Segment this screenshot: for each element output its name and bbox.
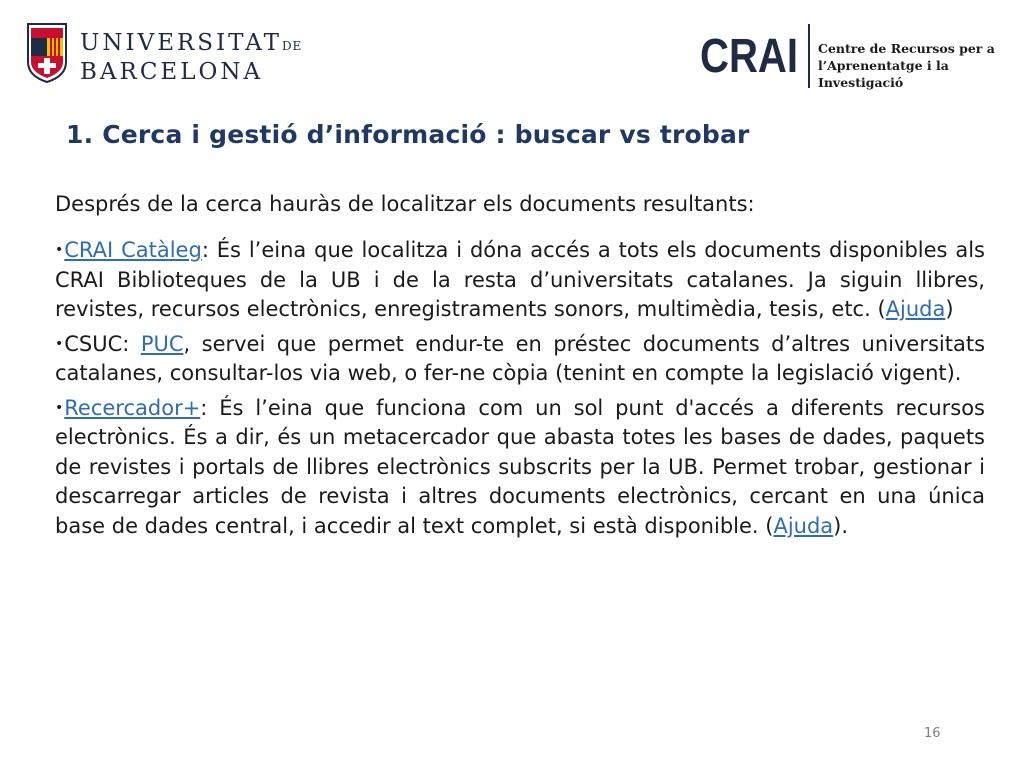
bullet-marker: • — [55, 399, 64, 416]
crai-cataleg-help-link[interactable]: Ajuda — [885, 297, 946, 321]
crai-cataleg-link[interactable]: CRAI Catàleg — [64, 238, 202, 262]
university-name-line2: BARCELONA — [80, 59, 264, 85]
slide-title: 1. Cerca i gestió d’informació : buscar vs trobar — [66, 120, 750, 149]
crai-logo-text: CRAI — [700, 30, 798, 83]
crai-cataleg-description: : És l’eina que localitza i dóna accés a tots els documents disponibles als CRAI Biblioteques de la UB i de la resta d’universitats catalanes. Ja siguin llibres, revistes, recursos electrònics, enregistraments sonors, multimèdia, tesis, etc. ( — [55, 238, 985, 321]
crai-subtitle — [818, 40, 1018, 91]
university-name-de: DE — [281, 39, 303, 53]
crai-subtitle-line2: l’Aprenentatge i la Investigació — [818, 58, 949, 90]
bullet-marker: • — [55, 242, 64, 258]
recercador-help-link[interactable]: Ajuda — [773, 513, 834, 538]
slide-body — [55, 190, 985, 546]
page-number: 16 — [924, 726, 941, 741]
crai-subtitle-line1: Centre de Recursos per a — [818, 41, 995, 56]
recercador-description: : És l’eina que funciona com un sol punt d'accés a diferents recursos electrònics. És a dir, és un metacercador que abasta totes les bases de dades, paquets de revistes i portals de llibres electrònics subscrits per la UB. Permet trobar, gestionar i descarregar articles de revista i altres documents electrònics, cercant en una única base de dades central, i accedir al text complet, si està disponible. ( — [55, 395, 985, 538]
csuc-prefix: CSUC: — [64, 331, 141, 356]
bullet-recercador — [55, 394, 985, 542]
crai-logo-icon — [700, 30, 800, 83]
recercador-tail: ). — [833, 513, 849, 538]
university-name-line1: UNIVERSITAT — [80, 30, 282, 56]
crai-divider — [808, 24, 810, 88]
bullet-crai-cataleg — [55, 236, 985, 325]
university-name — [80, 30, 302, 85]
bullet-marker: • — [55, 335, 64, 352]
ub-logo — [24, 22, 303, 90]
crai-logo — [700, 22, 1010, 90]
csuc-description: , servei que permet endur-te en préstec documents d’altres universitats catalanes, consultar-los via web, o fer-ne còpia (tenint en compte la legislació vigent). — [55, 331, 986, 385]
crai-cataleg-tail: ) — [945, 297, 954, 321]
recercador-link[interactable]: Recercador+ — [64, 395, 201, 420]
puc-link[interactable]: PUC — [140, 331, 184, 356]
bullet-csuc — [55, 330, 985, 389]
university-seal-icon — [24, 22, 70, 84]
intro-text: Després de la cerca hauràs de localitzar els documents resultants: — [55, 192, 755, 216]
